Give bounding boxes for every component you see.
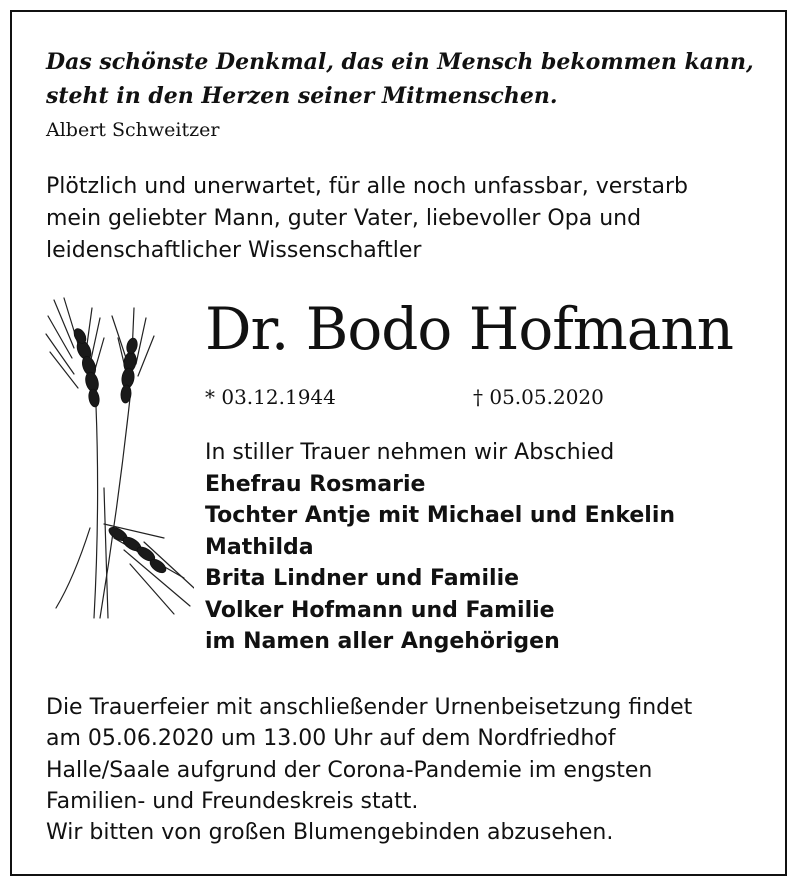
intro-line: mein geliebter Mann, guter Vater, liebevoller Opa und [46, 206, 642, 231]
death-date: † 05.05.2020 [473, 385, 604, 409]
service-line: am 05.06.2020 um 13.00 Uhr auf dem Nordfriedhof [46, 726, 616, 752]
quote-line: Das schönste Denkmal, das ein Mensch bekommen kann, [46, 49, 754, 75]
service-line: Halle/Saale aufgrund der Corona-Pandemie im engsten [46, 757, 653, 783]
service-info [46, 692, 692, 848]
mourner-line: Tochter Antje mit Michael und Enkelin [205, 503, 676, 529]
mourner-line: Volker Hofmann und Familie [205, 597, 555, 623]
wheat-ears-icon [34, 288, 194, 628]
service-line: Wir bitten von großen Blumengebinden abzusehen. [46, 820, 614, 846]
quote [46, 45, 754, 113]
service-line: Die Trauerfeier mit anschließender Urnenbeisetzung findet [46, 695, 693, 720]
quote-line: steht in den Herzen seiner Mitmenschen. [46, 83, 558, 109]
intro-line: Plötzlich und unerwartet, für alle noch unfassbar, verstarb [46, 174, 688, 199]
intro-line: leidenschaftlicher Wissenschaftler [46, 238, 422, 263]
mourner-line: Brita Lindner und Familie [205, 566, 520, 592]
mourner-line: Mathilda [205, 534, 314, 560]
service-line: Familien- und Freundeskreis statt. [46, 788, 419, 814]
mourner-line: Ehefrau Rosmarie [205, 472, 426, 497]
quote-author: Albert Schweitzer [46, 119, 220, 141]
mourners-intro: In stiller Trauer nehmen wir Abschied [205, 440, 615, 465]
birth-date: * 03.12.1944 [205, 385, 336, 409]
deceased-name: Dr. Bodo Hofmann [205, 295, 734, 363]
intro-text [46, 171, 688, 267]
mourner-line: im Namen aller Angehörigen [205, 629, 560, 655]
mourners-list [205, 469, 675, 657]
